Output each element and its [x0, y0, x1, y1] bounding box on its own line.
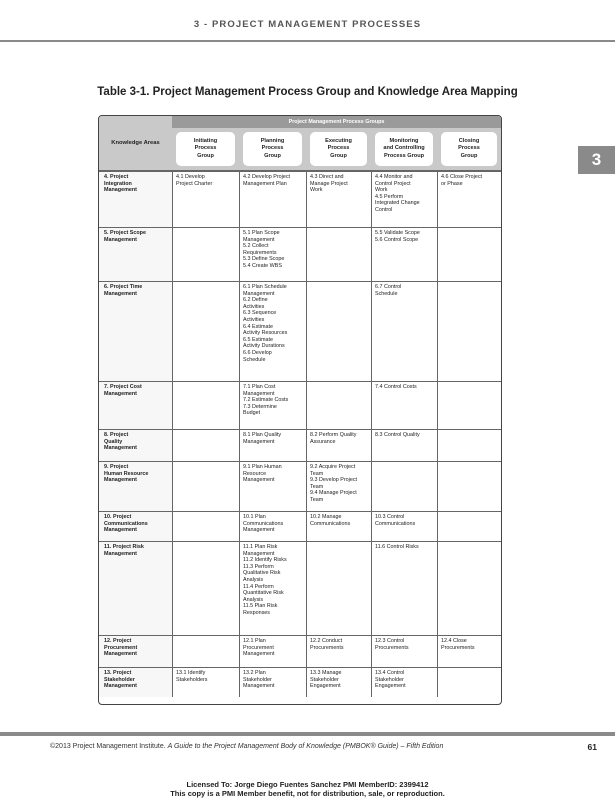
process-cell: 5.1 Plan Scope Management 5.2 Collect Requirements 5.3 Define Scope 5.4 Create WBS: [239, 228, 306, 282]
table-title: Table 3-1. Project Management Process Group and Knowledge Area Mapping: [97, 86, 518, 98]
process-cell: [172, 462, 239, 512]
process-cell: 12.3 Control Procurements: [371, 636, 437, 668]
knowledge-area-cell: 8. Project Quality Management: [99, 430, 172, 462]
process-cell: 6.7 Control Schedule: [371, 282, 437, 382]
process-mapping-table: [98, 115, 502, 705]
process-cell: [437, 462, 501, 512]
copyright-book-title: A Guide to the Project Management Body of Knowledge (PMBOK® Guide) – Fifth Edition: [167, 743, 444, 750]
chapter-tab: 3: [578, 146, 615, 174]
knowledge-areas-header: Knowledge Areas: [99, 116, 172, 170]
process-cell: 5.5 Validate Scope 5.6 Control Scope: [371, 228, 437, 282]
table-row: [99, 281, 501, 382]
table-row: [99, 541, 501, 636]
process-group-header-5: Closing Process Group: [441, 132, 497, 166]
running-header: [0, 0, 615, 44]
process-cell: 11.6 Control Risks: [371, 542, 437, 636]
process-cell: [437, 382, 501, 430]
process-cell: 7.1 Plan Cost Management 7.2 Estimate Costs 7.3 Determine Budget: [239, 382, 306, 430]
process-cell: [172, 430, 239, 462]
process-group-header-2: Planning Process Group: [243, 132, 302, 166]
process-cell: [172, 228, 239, 282]
process-cell: 10.2 Manage Communications: [306, 512, 371, 542]
knowledge-area-cell: 10. Project Communications Management: [99, 512, 172, 542]
knowledge-area-cell: 4. Project Integration Management: [99, 172, 172, 228]
running-title: 3 - PROJECT MANAGEMENT PROCESSES: [193, 19, 422, 30]
process-groups-band: Project Management Process Groups: [172, 116, 501, 128]
table-row: [99, 461, 501, 512]
process-cell: 8.3 Control Quality: [371, 430, 437, 462]
process-cell: [306, 282, 371, 382]
process-cell: 8.2 Perform Quality Assurance: [306, 430, 371, 462]
process-cell: [172, 382, 239, 430]
process-cell: 9.2 Acquire Project Team 9.3 Develop Project Team 9.4 Manage Project Team: [306, 462, 371, 512]
process-cell: [306, 228, 371, 282]
footer-rule: [0, 732, 615, 736]
process-cell: 4.1 Develop Project Charter: [172, 172, 239, 228]
copyright-line: [50, 743, 443, 750]
process-group-header-1: Initiating Process Group: [176, 132, 235, 166]
knowledge-area-cell: 13. Project Stakeholder Management: [99, 668, 172, 697]
process-cell: [437, 512, 501, 542]
process-cell: [437, 282, 501, 382]
process-cell: 12.1 Plan Procurement Management: [239, 636, 306, 668]
process-cell: 12.2 Conduct Procurements: [306, 636, 371, 668]
process-cell: [172, 282, 239, 382]
process-cell: [172, 512, 239, 542]
process-cell: 4.2 Develop Project Management Plan: [239, 172, 306, 228]
process-cell: [437, 430, 501, 462]
table-row: [99, 511, 501, 542]
process-cell: [306, 542, 371, 636]
process-cell: [437, 542, 501, 636]
knowledge-area-cell: 12. Project Procurement Management: [99, 636, 172, 668]
table-row: [99, 381, 501, 430]
process-cell: 6.1 Plan Schedule Management 6.2 Define Activities 6.3 Sequence Activities 6.4 Estimate Activity Resources 6.5 Estimate Activity Durations 6.6 Develop Schedule: [239, 282, 306, 382]
process-cell: 4.4 Monitor and Control Project Work 4.5 Perform Integrated Change Control: [371, 172, 437, 228]
table-row: [99, 667, 501, 697]
knowledge-area-cell: 11. Project Risk Management: [99, 542, 172, 636]
process-cell: 13.1 Identify Stakeholders: [172, 668, 239, 697]
license-line-2: This copy is a PMI Member benefit, not for distribution, sale, or reproduction.: [170, 789, 445, 798]
table-row: [99, 227, 501, 282]
process-cell: 11.1 Plan Risk Management 11.2 Identify Risks 11.3 Perform Qualitative Risk Analysis 11.4 Perform Quantitative Risk Analysis 11.5 Plan Risk Responses: [239, 542, 306, 636]
process-cell: 4.6 Close Project or Phase: [437, 172, 501, 228]
process-group-header-4: Monitoring and Controlling Process Group: [375, 132, 433, 166]
knowledge-area-cell: 6. Project Time Management: [99, 282, 172, 382]
process-cell: [371, 462, 437, 512]
process-cell: 10.3 Control Communications: [371, 512, 437, 542]
process-cell: 10.1 Plan Communications Management: [239, 512, 306, 542]
process-cell: [172, 542, 239, 636]
knowledge-area-cell: 9. Project Human Resource Management: [99, 462, 172, 512]
knowledge-area-cell: 7. Project Cost Management: [99, 382, 172, 430]
table-row: [99, 429, 501, 462]
table-row: [99, 171, 501, 228]
process-group-header-3: Executing Process Group: [310, 132, 367, 166]
process-cell: 9.1 Plan Human Resource Management: [239, 462, 306, 512]
process-cell: 7.4 Control Costs: [371, 382, 437, 430]
process-cell: 13.2 Plan Stakeholder Management: [239, 668, 306, 697]
process-cell: 13.3 Manage Stakeholder Engagement: [306, 668, 371, 697]
knowledge-area-cell: 5. Project Scope Management: [99, 228, 172, 282]
process-cell: [172, 636, 239, 668]
table-header-row: [99, 128, 501, 171]
process-cell: [437, 228, 501, 282]
table-row: [99, 635, 501, 668]
process-cell: [437, 668, 501, 697]
header-rule: [0, 40, 615, 42]
process-cell: 4.3 Direct and Manage Project Work: [306, 172, 371, 228]
process-cell: 13.4 Control Stakeholder Engagement: [371, 668, 437, 697]
process-cell: 8.1 Plan Quality Management: [239, 430, 306, 462]
license-notice: [0, 780, 615, 798]
copyright-prefix: ©2013 Project Management Institute.: [50, 743, 168, 750]
page-number: 61: [587, 742, 597, 752]
process-cell: [306, 382, 371, 430]
process-cell: 12.4 Close Procurements: [437, 636, 501, 668]
license-line-1: Licensed To: Jorge Diego Fuentes Sanchez PMI MemberID: 2399412: [186, 780, 429, 789]
